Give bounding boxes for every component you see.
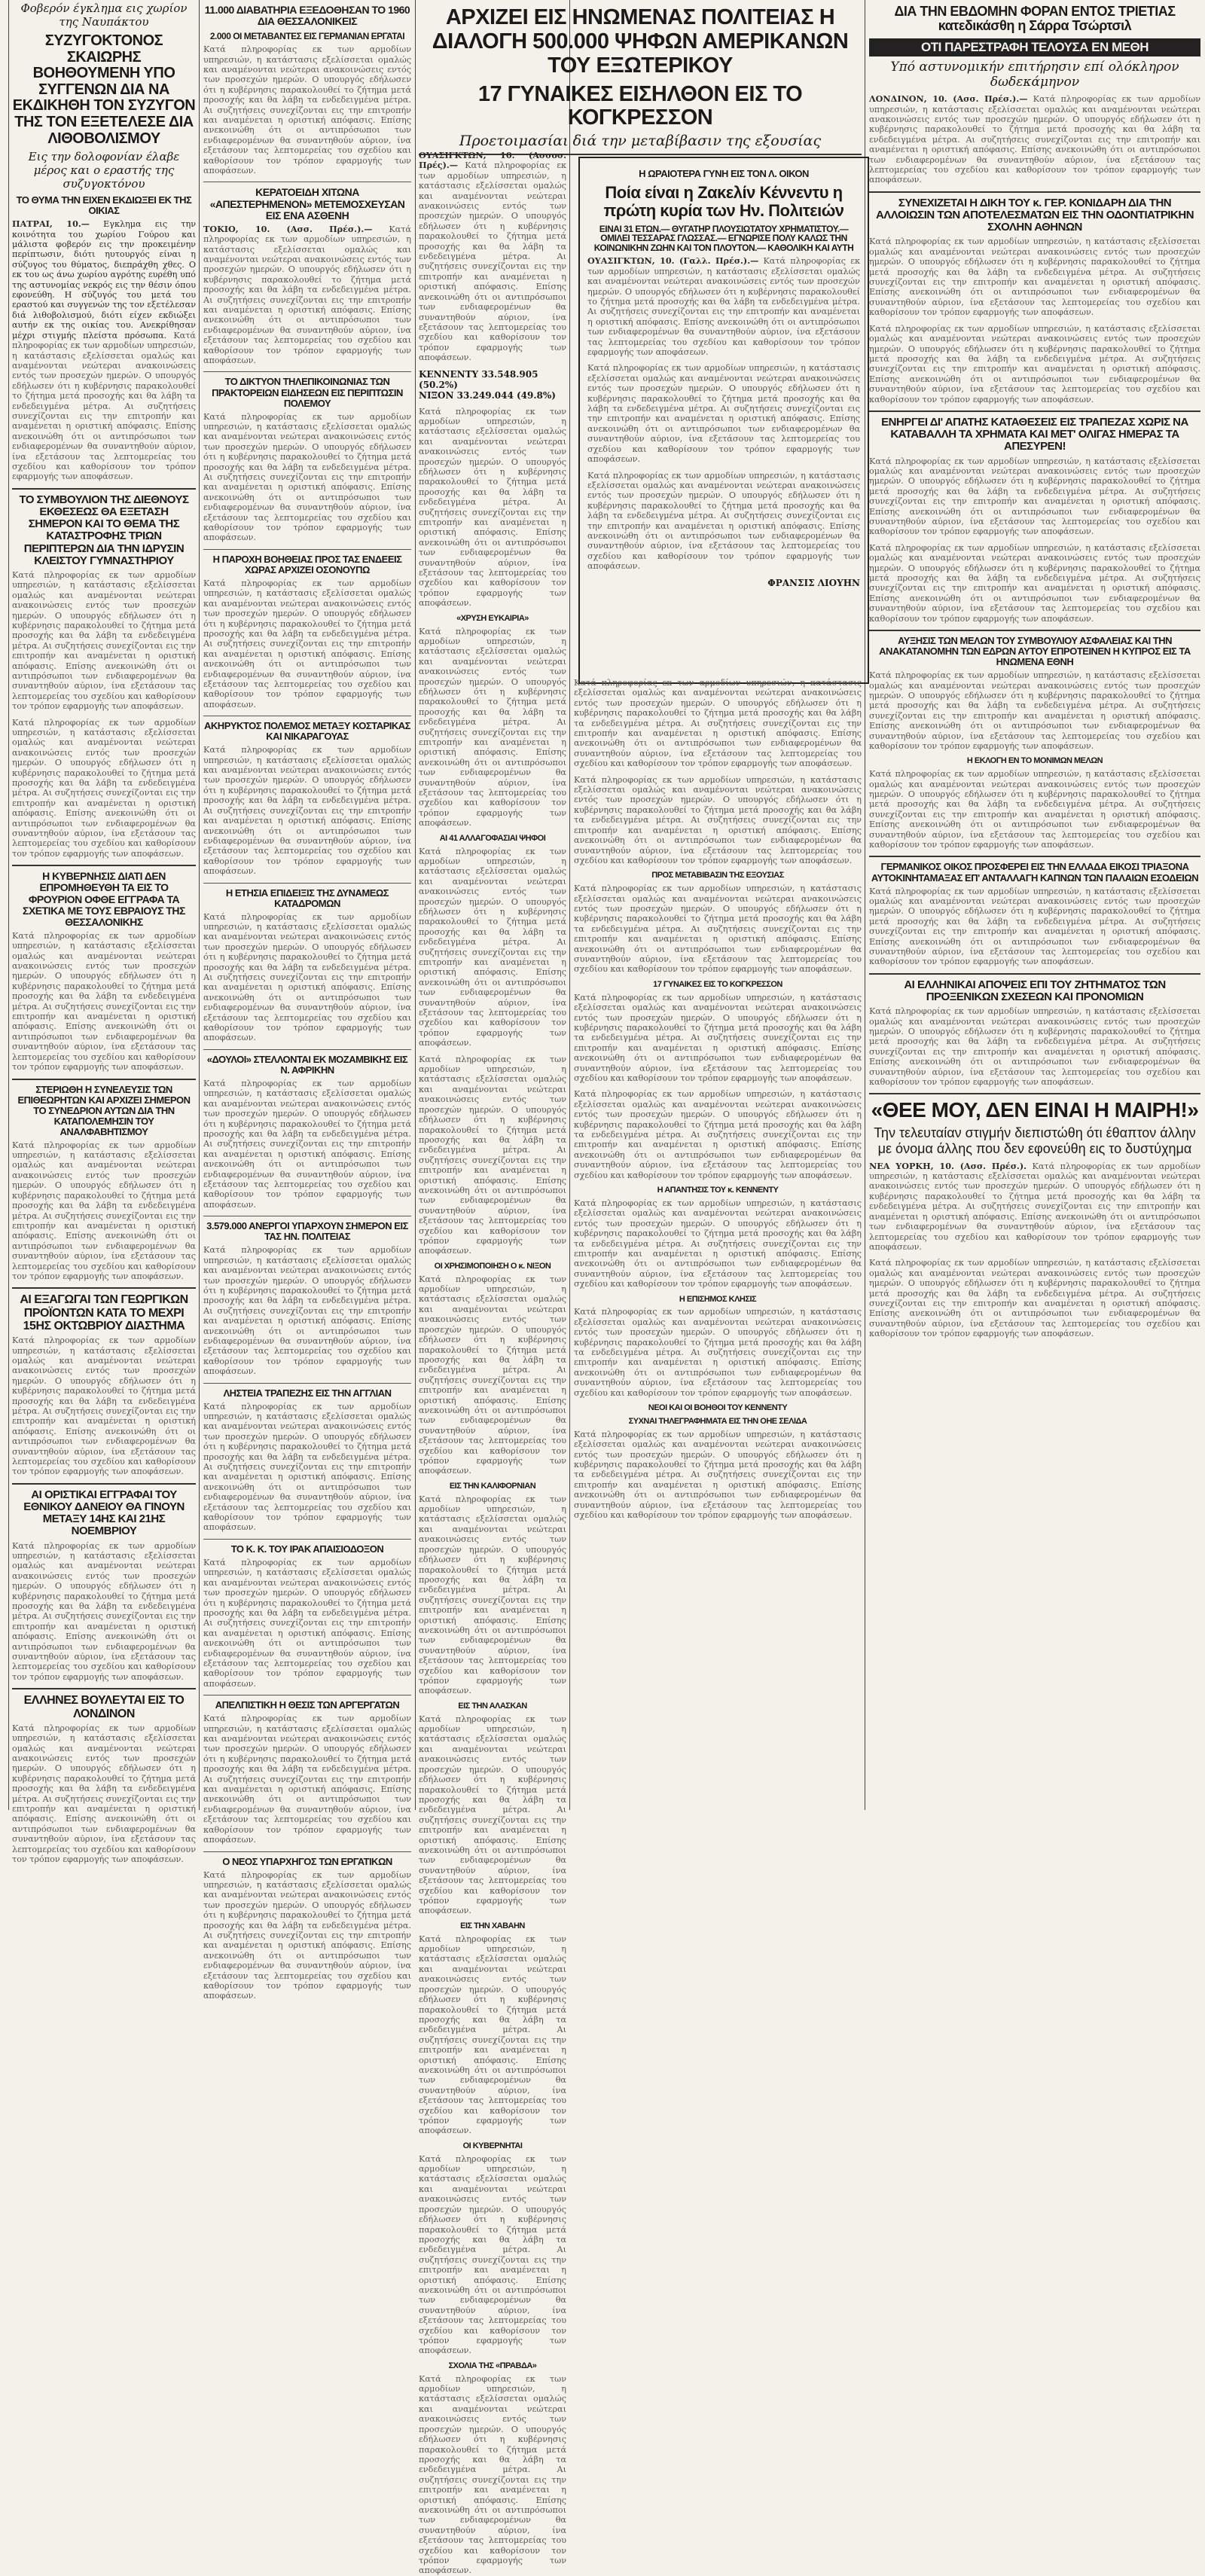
article-body: Κατά πληροφορίας εκ των αρμοδίων υπηρεσιών, η κατάστασις εξελίσσεται ομαλώς και αναμένονται νεώτεραι ανακοινώσεις εντός των προσεχών ημερών. Ο υπουργός εδήλωσεν ότι η κυβέρνησις παρακολουθεί το ζήτημα μετά προσοχής και θα λάβη τα ενδεδειγμένα μέτρα. Αι συζητήσεις συνεχίζονται εις την επιτροπήν και αναμένεται η οριστική απόφασις. Επίσης ανεκοινώθη ότι οι αντιπρόσωποι των ενδιαφερομένων θα συναντηθούν αύριον, ίνα εξετάσουν τας λεπτομερείας του σχεδίου και καθορίσουν τον τρόπον εφαρμογής των αποφάσεων. bbox=[12, 569, 196, 712]
section-heading: Η ΕΚΛΟΓΗ ΕΝ ΤΟ ΜΟΝΙΜΩΝ ΜΕΛΩΝ bbox=[966, 756, 1103, 766]
article-body: ΟΥΑΣΙΓΚΤΩΝ, 10. (Γαλλ. Πρέσ.).— Κατά πληροφορίας εκ των αρμοδίων υπηρεσιών, η κατάστασις εξελίσσεται ομαλώς και αναμένονται νεώτεραι ανακοινώσεις εντός των προσεχών ημερών. Ο υπουργός εδήλωσεν ότι η κυβέρνησις παρακολουθεί το ζήτημα μετά προσοχής και θα λάβη τα ενδεδειγμένα μέτρα. Αι συζητήσεις συνεχίζονται εις την επιτροπήν και αναμένεται η οριστική απόφασις. Επίσης ανεκοινώθη ότι οι αντιπρόσωποι των ενδιαφερομένων θα συναντηθούν αύριον, ίνα εξετάσουν τας λεπτομερείας του σχεδίου και καθορίσουν τον τρόπον εφαρμογής των αποφάσεων. bbox=[587, 255, 860, 358]
article-body: Κατά πληροφορίας εκ των αρμοδίων υπηρεσιών, η κατάστασις εξελίσσεται ομαλώς και αναμένονται νεώτεραι ανακοινώσεις εντός των προσεχών ημερών. Ο υπουργός εδήλωσεν ότι η κυβέρνησις παρακολουθεί το ζήτημα μετά προσοχής και θα λάβη τα ενδεδειγμένα μέτρα. Αι συζητήσεις συνεχίζονται εις την επιτροπήν και αναμένεται η οριστική απόφασις. Επίσης ανεκοινώθη ότι οι αντιπρόσωποι των ενδιαφερομένων θα συναντηθούν αύριον, ίνα εξετάσουν τας λεπτομερείας του σχεδίου και καθορίσουν τον τρόπον εφαρμογής των αποφάσεων. bbox=[587, 470, 860, 572]
headline: ΕΛΛΗΝΕΣ ΒΟΥΛΕΥΤΑΙ ΕΙΣ ΤΟ ΛΟΝΔΙΝΟΝ bbox=[23, 1694, 185, 1720]
section-heading: 17 ΓΥΝΑΙΚΕΣ ΕΙΣ ΤΟ ΚΟΓΚΡΕΣΣΟΝ bbox=[653, 979, 782, 989]
headline: ΓΕΡΜΑΝΙΚΟΣ ΟΙΚΟΣ ΠΡΟΣΦΕΡΕΙ ΕΙΣ ΤΗΝ ΕΛΛΑΔΑ ΕΙΚΟΣΙ ΤΡΙΑΞΟΝΑ ΑΥΤΟΚΙΝΗΤΑΜΑΞΑΣ ΕΠ' ΑΝΤΑΛΛΑΓΗ ΚΑΠΝΩΝ ΤΩΝ ΠΑΛΑΙΩΝ ΕΣΟΔΕΙΩΝ bbox=[871, 861, 1199, 884]
headline: 11.000 ΔΙΑΒΑΤΗΡΙΑ ΕΞΕΔΟΘΗΣΑΝ ΤΟ 1960 ΔΙΑ ΘΕΣΣΑΛΟΝΙΚΕΙΣ bbox=[204, 4, 410, 28]
headline: ΤΟ Κ. Κ. ΤΟΥ ΙΡΑΚ ΑΠΑΙΣΙΟΔΟΞΟΝ bbox=[230, 1543, 384, 1555]
main-headline-2: 17 ΓΥΝΑΙΚΕΣ ΕΙΣΗΛΘΟΝ ΕΙΣ ΤΟ ΚΟΓΚΡΕΣΣΟΝ bbox=[477, 81, 803, 130]
headline: «ΘΕΕ ΜΟΥ, ΔΕΝ ΕΙΝΑΙ Η ΜΑΙΡΗ!» bbox=[871, 1098, 1199, 1122]
article-body: Κατά πληροφορίας εκ των αρμοδίων υπηρεσιών, η κατάστασις εξελίσσεται ομαλώς και αναμένονται νεώτεραι ανακοινώσεις εντός των προσεχών ημερών. Ο υπουργός εδήλωσεν ότι η κυβέρνησις παρακολουθεί το ζήτημα μετά προσοχής και θα λάβη τα ενδεδειγμένα μέτρα. Αι συζητήσεις συνεχίζονται εις την επιτροπήν και αναμένεται η οριστική απόφασις. Επίσης ανεκοινώθη ότι οι αντιπρόσωποι των ενδιαφερομένων θα συναντηθούν αύριον, ίνα εξετάσουν τας λεπτομερείας του σχεδίου και καθορίσουν τον τρόπον εφαρμογής των αποφάσεων. bbox=[203, 1557, 411, 1689]
article-body: Κατά πληροφορίας εκ των αρμοδίων υπηρεσιών, η κατάστασις εξελίσσεται ομαλώς και αναμένονται νεώτεραι ανακοινώσεις εντός των προσεχών ημερών. Ο υπουργός εδήλωσεν ότι η κυβέρνησις παρακολουθεί το ζήτημα μετά προσοχής και θα λάβη τα ενδεδειγμένα μέτρα. Αι συζητήσεις συνεχίζονται εις την επιτροπήν και αναμένεται η οριστική απόφασις. Επίσης ανεκοινώθη ότι οι αντιπρόσωποι των ενδιαφερομένων θα συναντηθούν αύριον, ίνα εξετάσουν τας λεπτομερείας του σχεδίου και καθορίσουν τον τρόπον εφαρμογής των αποφάσεων. bbox=[419, 1494, 566, 1696]
main-subheadline: Προετοιμασίαι διά την μεταβίβασιν της εξουσίας bbox=[459, 133, 822, 150]
article-body: Κατά πληροφορίας εκ των αρμοδίων υπηρεσιών, η κατάστασις εξελίσσεται ομαλώς και αναμένονται νεώτεραι ανακοινώσεις εντός των προσεχών ημερών. Ο υπουργός εδήλωσεν ότι η κυβέρνησις παρακολουθεί το ζήτημα μετά προσοχής και θα λάβη τα ενδεδειγμένα μέτρα. Αι συζητήσεις συνεχίζονται εις την επιτροπήν και αναμένεται η οριστική απόφασις. Επίσης ανεκοινώθη ότι οι αντιπρόσωποι των ενδιαφερομένων θα συναντηθούν αύριον, ίνα εξετάσουν τας λεπτομερείας του σχεδίου και καθορίσουν τον τρόπον εφαρμογής των αποφάσεων. bbox=[203, 1245, 411, 1377]
headline: ΑΠΕΛΠΙΣΤΙΚΗ Η ΘΕΣΙΣ ΤΩΝ ΑΡΓΕΡΓΑΤΩΝ bbox=[215, 1699, 400, 1711]
article-body: Κατά πληροφορίας εκ των αρμοδίων υπηρεσιών, η κατάστασις εξελίσσεται ομαλώς και αναμένονται νεώτεραι ανακοινώσεις εντός των προσεχών ημερών. Ο υπουργός εδήλωσεν ότι η κυβέρνησις παρακολουθεί το ζήτημα μετά προσοχής και θα λάβη τα ενδεδειγμένα μέτρα. Αι συζητήσεις συνεχίζονται εις την επιτροπήν και αναμένεται η οριστική απόφασις. Επίσης ανεκοινώθη ότι οι αντιπρόσωποι των ενδιαφερομένων θα συναντηθούν αύριον, ίνα εξετάσουν τας λεπτομερείας του σχεδίου και καθορίσουν τον τρόπον εφαρμογής των αποφάσεων. bbox=[203, 1714, 411, 1845]
section-heading: «ΧΡΥΣΗ ΕΥΚΑΙΡΙΑ» bbox=[456, 613, 529, 623]
article-body: ΠΑΤΡΑΙ, 10.— Εγκλημα εις την κοινότητα του χωρίου Γούρου και μάλιστα φοβερόν εις την προκειμένην περίπτωσιν, διότι ηυτουργός είναι η σύζυγος του θύματος, διεπράχθη χθες. Ο εκ του ως άνω χωρίου αγρότης ευρέθη υπό της αστυνομίας νεκρός εις την θέσιν όπου εφονεύθη. Η σύζυγός του μετά του εραστού και συγγενών της τον εξετέλεσαν διά λιθοβολισμού, διότι είχεν εκδιώξει αυτήν εκ της οικίας του. Ανεκρίθησαν μέχρι στιγμής πλείστα πρόσωπα. Κατά πληροφορίας εκ των αρμοδίων υπηρεσιών, η κατάστασις εξελίσσεται ομαλώς και αναμένονται νεώτεραι ανακοινώσεις εντός των προσεχών ημερών. Ο υπουργός εδήλωσεν ότι η κυβέρνησις παρακολουθεί το ζήτημα μετά προσοχής και θα λάβη τα ενδεδειγμένα μέτρα. Αι συζητήσεις συνεχίζονται εις την επιτροπήν και αναμένεται η οριστική απόφασις. Επίσης ανεκοινώθη ότι οι αντιπρόσωποι των ενδιαφερομένων θα συναντηθούν αύριον, ίνα εξετάσουν τας λεπτομερείας του σχεδίου και καθορίσουν τον τρόπον εφαρμογής των αποφάσεων. bbox=[12, 218, 196, 482]
article-body: ΝΕΑ ΥΟΡΚΗ, 10. (Ασσ. Πρέσ.). Κατά πληροφορίας εκ των αρμοδίων υπηρεσιών, η κατάστασις εξελίσσεται ομαλώς και αναμένονται νεώτεραι ανακοινώσεις εντός των προσεχών ημερών. Ο υπουργός εδήλωσεν ότι η κυβέρνησις παρακολουθεί το ζήτημα μετά προσοχής και θα λάβη τα ενδεδειγμένα μέτρα. Αι συζητήσεις συνεχίζονται εις την επιτροπήν και αναμένεται η οριστική απόφασις. Επίσης ανεκοινώθη ότι οι αντιπρόσωποι των ενδιαφερομένων θα συναντηθούν αύριον, ίνα εξετάσουν τας λεπτομερείας του σχεδίου και καθορίσουν τον τρόπον εφαρμογής των αποφάσεων. bbox=[869, 1160, 1201, 1252]
section-heading: Η ΑΠΑΝΤΗΣΙΣ ΤΟΥ κ. ΚΕΝΝΕΝΤΥ bbox=[657, 1186, 779, 1195]
section-heading: ΝΕΟΙ ΚΑΙ ΟΙ ΒΟΗΘΟΙ ΤΟΥ ΚΕΝΝΕΝΤΥ bbox=[648, 1403, 788, 1413]
headline: Η ΕΤΗΣΙΑ ΕΠΙΔΕΙΞΙΣ ΤΗΣ ΔΥΝΑΜΕΩΣ ΚΑΤΑΔΡΟΜΩΝ bbox=[225, 887, 389, 909]
article-body: Κατά πληροφορίας εκ των αρμοδίων υπηρεσιών, η κατάστασις εξελίσσεται ομαλώς και αναμένονται νεώτεραι ανακοινώσεις εντός των προσεχών ημερών. Ο υπουργός εδήλωσεν ότι η κυβέρνησις παρακολουθεί το ζήτημα μετά προσοχής και θα λάβη τα ενδεδειγμένα μέτρα. Αι συζητήσεις συνεχίζονται εις την επιτροπήν και αναμένεται η οριστική απόφασις. Επίσης ανεκοινώθη ότι οι αντιπρόσωποι των ενδιαφερομένων θα συναντηθούν αύριον, ίνα εξετάσουν τας λεπτομερείας του σχεδίου και καθορίσουν τον τρόπον εφαρμογής των αποφάσεων. bbox=[203, 44, 411, 176]
article-body: Κατά πληροφορίας εκ των αρμοδίων υπηρεσιών, η κατάστασις εξελίσσεται ομαλώς και αναμένονται νεώτεραι ανακοινώσεις εντός των προσεχών ημερών. Ο υπουργός εδήλωσεν ότι η κυβέρνησις παρακολουθεί το ζήτημα μετά προσοχής και θα λάβη τα ενδεδειγμένα μέτρα. Αι συζητήσεις συνεχίζονται εις την επιτροπήν και αναμένεται η οριστική απόφασις. Επίσης ανεκοινώθη ότι οι αντιπρόσωποι των ενδιαφερομένων θα συναντηθούν αύριον, ίνα εξετάσουν τας λεπτομερείας του σχεδίου και καθορίσουν τον τρόπον εφαρμογής των αποφάσεων. bbox=[869, 456, 1200, 537]
article-body: Κατά πληροφορίας εκ των αρμοδίων υπηρεσιών, η κατάστασις εξελίσσεται ομαλώς και αναμένονται νεώτεραι ανακοινώσεις εντός των προσεχών ημερών. Ο υπουργός εδήλωσεν ότι η κυβέρνησις παρακολουθεί το ζήτημα μετά προσοχής και θα λάβη τα ενδεδειγμένα μέτρα. Αι συζητήσεις συνεχίζονται εις την επιτροπήν και αναμένεται η οριστική απόφασις. Επίσης ανεκοινώθη ότι οι αντιπρόσωποι των ενδιαφερομένων θα συναντηθούν αύριον, ίνα εξετάσουν τας λεπτομερείας του σχεδίου και καθορίσουν τον τρόπον εφαρμογής των αποφάσεων. bbox=[203, 411, 411, 543]
article-body: Κατά πληροφορίας εκ των αρμοδίων υπηρεσιών, η κατάστασις εξελίσσεται ομαλώς και αναμένονται νεώτεραι ανακοινώσεις εντός των προσεχών ημερών. Ο υπουργός εδήλωσεν ότι η κυβέρνησις παρακολουθεί το ζήτημα μετά προσοχής και θα λάβη τα ενδεδειγμένα μέτρα. Αι συζητήσεις συνεχίζονται εις την επιτροπήν και αναμένεται η οριστική απόφασις. Επίσης ανεκοινώθη ότι οι αντιπρόσωποι των ενδιαφερομένων θα συναντηθούν αύριον, ίνα εξετάσουν τας λεπτομερείας του σχεδίου και καθορίσουν τον τρόπον εφαρμογής των αποφάσεων. bbox=[574, 884, 862, 975]
column-4 bbox=[574, 678, 862, 1810]
section-heading: ΟΙ ΚΥΒΕΡΝΗΤΑΙ bbox=[462, 2141, 523, 2150]
section-heading: ΣΥΧΝΑΙ ΤΗΛΕΓΡΑΦΗΜΑΤΑ ΕΙΣ ΤΗΝ ΟΗΕ ΣΕΛΙΔΑ bbox=[628, 1416, 807, 1426]
author-byline: ΦΡΑΝΣΙΣ ΛΙΟΥΗΝ bbox=[767, 577, 860, 588]
headline: ΕΝΗΡΓΕΙ ΔΙ' ΑΠΑΤΗΣ ΚΑΤΑΘΕΣΕΙΣ ΕΙΣ ΤΡΑΠΕΖΑΣ ΧΩΡΙΣ ΝΑ ΚΑΤΑΒΑΛΛΗ ΤΑ ΧΡΗΜΑΤΑ ΚΑΙ ΜΕΤ' ΟΛΙΓΑΣ ΗΜΕΡΑΣ ΤΑ ΑΠΕΣΥΡΕΝ! bbox=[881, 415, 1188, 453]
section-heading: ΕΙΣ ΤΗΝ ΑΛΑΣΚΑΝ bbox=[458, 1701, 527, 1711]
article-body: Κατά πληροφορίας εκ των αρμοδίων υπηρεσιών, η κατάστασις εξελίσσεται ομαλώς και αναμένονται νεώτεραι ανακοινώσεις εντός των προσεχών ημερών. Ο υπουργός εδήλωσεν ότι η κυβέρνησις παρακολουθεί το ζήτημα μετά προσοχής και θα λάβη τα ενδεδειγμένα μέτρα. Αι συζητήσεις συνεχίζονται εις την επιτροπήν και αναμένεται η οριστική απόφασις. Επίσης ανεκοινώθη ότι οι αντιπρόσωποι των ενδιαφερομένων θα συναντηθούν αύριον, ίνα εξετάσουν τας λεπτομερείας του σχεδίου και καθορίσουν τον τρόπον εφαρμογής των αποφάσεων. bbox=[574, 1429, 862, 1521]
article-body: Κατά πληροφορίας εκ των αρμοδίων υπηρεσιών, η κατάστασις εξελίσσεται ομαλώς και αναμένονται νεώτεραι ανακοινώσεις εντός των προσεχών ημερών. Ο υπουργός εδήλωσεν ότι η κυβέρνησις παρακολουθεί το ζήτημα μετά προσοχής και θα λάβη τα ενδεδειγμένα μέτρα. Αι συζητήσεις συνεχίζονται εις την επιτροπήν και αναμένεται η οριστική απόφασις. Επίσης ανεκοινώθη ότι οι αντιπρόσωποι των ενδιαφερομένων θα συναντηθούν αύριον, ίνα εξετάσουν τας λεπτομερείας του σχεδίου και καθορίσουν τον τρόπον εφαρμογής των αποφάσεων. bbox=[419, 1274, 566, 1476]
section-heading: ΠΡΟΣ ΜΕΤΑΒΙΒΑΣΙΝ ΤΗΣ ΕΞΟΥΣΙΑΣ bbox=[651, 871, 784, 881]
subheadline: Την τελευταίαν στιγμήν διεπιστώθη ότι έθαπτον άλλην με όνομα άλλης που δεν εφονεύθη εις το δυστύχημα bbox=[874, 1125, 1196, 1156]
article-body: Κατά πληροφορίας εκ των αρμοδίων υπηρεσιών, η κατάστασις εξελίσσεται ομαλώς και αναμένονται νεώτεραι ανακοινώσεις εντός των προσεχών ημερών. Ο υπουργός εδήλωσεν ότι η κυβέρνησις παρακολουθεί το ζήτημα μετά προσοχής και θα λάβη τα ενδεδειγμένα μέτρα. Αι συζητήσεις συνεχίζονται εις την επιτροπήν και αναμένεται η οριστική απόφασις. Επίσης ανεκοινώθη ότι οι αντιπρόσωποι των ενδιαφερομένων θα συναντηθούν αύριον, ίνα εξετάσουν τας λεπτομερείας του σχεδίου και καθορίσουν τον τρόπον εφαρμογής των αποφάσεων. bbox=[419, 2373, 566, 2576]
article-body: Κατά πληροφορίας εκ των αρμοδίων υπηρεσιών, η κατάστασις εξελίσσεται ομαλώς και αναμένονται νεώτεραι ανακοινώσεις εντός των προσεχών ημερών. Ο υπουργός εδήλωσεν ότι η κυβέρνησις παρακολουθεί το ζήτημα μετά προσοχής και θα λάβη τα ενδεδειγμένα μέτρα. Αι συζητήσεις συνεχίζονται εις την επιτροπήν και αναμένεται η οριστική απόφασις. Επίσης ανεκοινώθη ότι οι αντιπρόσωποι των ενδιαφερομένων θα συναντηθούν αύριον, ίνα εξετάσουν τας λεπτομερείας του σχεδίου και καθορίσουν τον τρόπον εφαρμογής των αποφάσεων. bbox=[419, 626, 566, 829]
box-kicker: Η ΩΡΑΙΟΤΕΡΑ ΓΥΝΗ ΕΙΣ ΤΟΝ Λ. ΟΙΚΟΝ bbox=[639, 168, 809, 179]
article-body: Κατά πληροφορίας εκ των αρμοδίων υπηρεσιών, η κατάστασις εξελίσσεται ομαλώς και αναμένονται νεώτεραι ανακοινώσεις εντός των προσεχών ημερών. Ο υπουργός εδήλωσεν ότι η κυβέρνησις παρακολουθεί το ζήτημα μετά προσοχής και θα λάβη τα ενδεδειγμένα μέτρα. Αι συζητήσεις συνεχίζονται εις την επιτροπήν και αναμένεται η οριστική απόφασις. Επίσης ανεκοινώθη ότι οι αντιπρόσωποι των ενδιαφερομένων θα συναντηθούν αύριον, ίνα εξετάσουν τας λεπτομερείας του σχεδίου και καθορίσουν τον τρόπον εφαρμογής των αποφάσεων. bbox=[869, 1006, 1200, 1088]
column-rule bbox=[415, 0, 416, 1810]
headline: «ΔΟΥΛΟΙ» ΣΤΕΛΛΟΝΤΑΙ ΕΚ ΜΟΖΑΜΒΙΚΗΣ ΕΙΣ Ν. ΑΦΡΙΚΗΝ bbox=[206, 1053, 408, 1076]
jacqueline-kennedy-box bbox=[578, 157, 869, 684]
subheadline: Εις την δολοφονίαν έλαβε μέρος και ο εραστής της συζυγοκτόνου bbox=[28, 150, 180, 191]
article-body: ΛΟΝΔΙΝΟΝ, 10. (Ασσ. Πρέσ.).— Κατά πληροφορίας εκ των αρμοδίων υπηρεσιών, η κατάστασις εξελίσσεται ομαλώς και αναμένονται νεώτεραι ανακοινώσεις εντός των προσεχών ημερών. Ο υπουργός εδήλωσεν ότι η κυβέρνησις παρακολουθεί το ζήτημα μετά προσοχής και θα λάβη τα ενδεδειγμένα μέτρα. Αι συζητήσεις συνεχίζονται εις την επιτροπήν και αναμένεται η οριστική απόφασις. Επίσης ανεκοινώθη ότι οι αντιπρόσωποι των ενδιαφερομένων θα συναντηθούν αύριον, ίνα εξετάσουν τας λεπτομερείας του σχεδίου και καθορίσουν τον τρόπον εφαρμογής των αποφάσεων. bbox=[869, 93, 1200, 185]
article-body: Κατά πληροφορίας εκ των αρμοδίων υπηρεσιών, η κατάστασις εξελίσσεται ομαλώς και αναμένονται νεώτεραι ανακοινώσεις εντός των προσεχών ημερών. Ο υπουργός εδήλωσεν ότι η κυβέρνησις παρακολουθεί το ζήτημα μετά προσοχής και θα λάβη τα ενδεδειγμένα μέτρα. Αι συζητήσεις συνεχίζονται εις την επιτροπήν και αναμένεται η οριστική απόφασις. Επίσης ανεκοινώθη ότι οι αντιπρόσωποι των ενδιαφερομένων θα συναντηθούν αύριον, ίνα εξετάσουν τας λεπτομερείας του σχεδίου και καθορίσουν τον τρόπον εφαρμογής των αποφάσεων. bbox=[869, 886, 1200, 967]
article-body: Κατά πληροφορίας εκ των αρμοδίων υπηρεσιών, η κατάστασις εξελίσσεται ομαλώς και αναμένονται νεώτεραι ανακοινώσεις εντός των προσεχών ημερών. Ο υπουργός εδήλωσεν ότι η κυβέρνησις παρακολουθεί το ζήτημα μετά προσοχής και θα λάβη τα ενδεδειγμένα μέτρα. Αι συζητήσεις συνεχίζονται εις την επιτροπήν και αναμένεται η οριστική απόφασις. Επίσης ανεκοινώθη ότι οι αντιπρόσωποι των ενδιαφερομένων θα συναντηθούν αύριον, ίνα εξετάσουν τας λεπτομερείας του σχεδίου και καθορίσουν τον τρόπον εφαρμογής των αποφάσεων. bbox=[203, 911, 411, 1043]
column-2 bbox=[203, 0, 411, 2001]
headline: ΣΥΖΥΓΟΚΤΟΝΟΣ ΣΚΑΙΩΡΗΣ ΒΟΗΘΟΥΜΕΝΗ ΥΠΟ ΣΥΓΓΕΝΩΝ ΔΙΑ ΝΑ ΕΚΔΙΚΗΘΗ ΤΟΝ ΣΥΖΥΓΟΝ ΤΗΣ ΤΟΝ ΕΞΕΤΕΛΕΣΕ ΔΙΑ ΛΙΘΟΒΟΛΙΣΜΟΥ bbox=[12, 32, 196, 147]
article-body: Κατά πληροφορίας εκ των αρμοδίων υπηρεσιών, η κατάστασις εξελίσσεται ομαλώς και αναμένονται νεώτεραι ανακοινώσεις εντός των προσεχών ημερών. Ο υπουργός εδήλωσεν ότι η κυβέρνησις παρακολουθεί το ζήτημα μετά προσοχής και θα λάβη τα ενδεδειγμένα μέτρα. Αι συζητήσεις συνεχίζονται εις την επιτροπήν και αναμένεται η οριστική απόφασις. Επίσης ανεκοινώθη ότι οι αντιπρόσωποι των ενδιαφερομένων θα συναντηθούν αύριον, ίνα εξετάσουν τας λεπτομερείας του σχεδίου και καθορίσουν τον τρόπον εφαρμογής των αποφάσεων. bbox=[419, 406, 566, 609]
article-body: Κατά πληροφορίας εκ των αρμοδίων υπηρεσιών, η κατάστασις εξελίσσεται ομαλώς και αναμένονται νεώτεραι ανακοινώσεις εντός των προσεχών ημερών. Ο υπουργός εδήλωσεν ότι η κυβέρνησις παρακολουθεί το ζήτημα μετά προσοχής και θα λάβη τα ενδεδειγμένα μέτρα. Αι συζητήσεις συνεχίζονται εις την επιτροπήν και αναμένεται η οριστική απόφασις. Επίσης ανεκοινώθη ότι οι αντιπρόσωποι των ενδιαφερομένων θα συναντηθούν αύριον, ίνα εξετάσουν τας λεπτομερείας του σχεδίου και καθορίσουν τον τρόπον εφαρμογής των αποφάσεων. bbox=[869, 542, 1200, 624]
subheadline: ΤΟ ΘΥΜΑ ΤΗΝ ΕΙΧΕΝ ΕΚΔΙΩΞΕΙ ΕΚ ΤΗΣ ΟΙΚΙΑΣ bbox=[16, 194, 192, 217]
article-body: ΤΟΚΙΟ, 10. (Ασσ. Πρέσ.).— Κατά πληροφορίας εκ των αρμοδίων υπηρεσιών, η κατάστασις εξελίσσεται ομαλώς και αναμένονται νεώτεραι ανακοινώσεις εντός των προσεχών ημερών. Ο υπουργός εδήλωσεν ότι η κυβέρνησις παρακολουθεί το ζήτημα μετά προσοχής και θα λάβη τα ενδεδειγμένα μέτρα. Αι συζητήσεις συνεχίζονται εις την επιτροπήν και αναμένεται η οριστική απόφασις. Επίσης ανεκοινώθη ότι οι αντιπρόσωποι των ενδιαφερομένων θα συναντηθούν αύριον, ίνα εξετάσουν τας λεπτομερείας του σχεδίου και καθορίσουν τον τρόπον εφαρμογής των αποφάσεων. bbox=[203, 223, 411, 366]
headline: Η ΚΥΒΕΡΝΗΣΙΣ ΔΙΑΤΙ ΔΕΝ ΕΠΡΟΜΗΘΕΥΘΗ ΤΑ ΕΙΣ ΤΟ ΦΡΟΥΡΙΟΝ ΟΦΘΕ ΕΓΓΡΑΦΑ ΤΑ ΣΧΕΤΙΚΑ ΜΕ ΤΟΥΣ ΕΒΡΑΙΟΥΣ ΤΗΣ ΘΕΣΣΑΛΟΝΙΚΗΣ bbox=[23, 870, 185, 928]
article-body: Κατά πληροφορίας εκ των αρμοδίων υπηρεσιών, η κατάστασις εξελίσσεται ομαλώς και αναμένονται νεώτεραι ανακοινώσεις εντός των προσεχών ημερών. Ο υπουργός εδήλωσεν ότι η κυβέρνησις παρακολουθεί το ζήτημα μετά προσοχής και θα λάβη τα ενδεδειγμένα μέτρα. Αι συζητήσεις συνεχίζονται εις την επιτροπήν και αναμένεται η οριστική απόφασις. Επίσης ανεκοινώθη ότι οι αντιπρόσωποι των ενδιαφερομένων θα συναντηθούν αύριον, ίνα εξετάσουν τας λεπτομερείας του σχεδίου και καθορίσουν τον τρόπον εφαρμογής των αποφάσεων. bbox=[869, 237, 1200, 318]
subheadline: 2.000 ΟΙ ΜΕΤΑΒΑΝΤΕΣ ΕΙΣ ΓΕΡΜΑΝΙΑΝ ΕΡΓΑΤΑΙ bbox=[209, 31, 405, 42]
article-body: Κατά πληροφορίας εκ των αρμοδίων υπηρεσιών, η κατάστασις εξελίσσεται ομαλώς και αναμένονται νεώτεραι ανακοινώσεις εντός των προσεχών ημερών. Ο υπουργός εδήλωσεν ότι η κυβέρνησις παρακολουθεί το ζήτημα μετά προσοχής και θα λάβη τα ενδεδειγμένα μέτρα. Αι συζητήσεις συνεχίζονται εις την επιτροπήν και αναμένεται η οριστική απόφασις. Επίσης ανεκοινώθη ότι οι αντιπρόσωποι των ενδιαφερομένων θα συναντηθούν αύριον, ίνα εξετάσουν τας λεπτομερείας του σχεδίου και καθορίσουν τον τρόπον εφαρμογής των αποφάσεων. bbox=[203, 1869, 411, 2001]
column-3 bbox=[419, 150, 566, 2576]
headline: ΚΕΡΑΤΟΕΙΔΗ ΧΙΤΩΝΑ «ΑΠΕΣΤΕΡΗΜΕΝΟΝ» ΜΕΤΕΜΟΣΧΕΥΣΑΝ ΕΙΣ ΕΝΑ ΑΣΘΕΝΗ bbox=[209, 186, 405, 221]
section-heading: ΟΙ ΧΡΗΣΙΜΟΠΟΙΗΣΗ Ο κ. ΝΙΞΟΝ bbox=[434, 1261, 551, 1271]
headline: ΑΚΗΡΥΚΤΟΣ ΠΟΛΕΜΟΣ ΜΕΤΑΞΥ ΚΟΣΤΑΡΙΚΑΣ ΚΑΙ ΝΙΚΑΡΑΓΟΥΑΣ bbox=[204, 720, 410, 743]
section-heading: ΕΙΣ ΤΗΝ ΚΑΛΙΦΟΡΝΙΑΝ bbox=[449, 1481, 536, 1491]
article-body: Κατά πληροφορίας εκ των αρμοδίων υπηρεσιών, η κατάστασις εξελίσσεται ομαλώς και αναμένονται νεώτεραι ανακοινώσεις εντός των προσεχών ημερών. Ο υπουργός εδήλωσεν ότι η κυβέρνησις παρακολουθεί το ζήτημα μετά προσοχής και θα λάβη τα ενδεδειγμένα μέτρα. Αι συζητήσεις συνεχίζονται εις την επιτροπήν και αναμένεται η οριστική απόφασις. Επίσης ανεκοινώθη ότι οι αντιπρόσωποι των ενδιαφερομένων θα συναντηθούν αύριον, ίνα εξετάσουν τας λεπτομερείας του σχεδίου και καθορίσουν τον τρόπον εφαρμογής των αποφάσεων. bbox=[12, 930, 196, 1073]
section-heading: ΕΙΣ ΤΗΝ ΧΑΒΑΗΝ bbox=[460, 1921, 525, 1930]
column-1 bbox=[12, 0, 196, 1865]
article-body: Κατά πληροφορίας εκ των αρμοδίων υπηρεσιών, η κατάστασις εξελίσσεται ομαλώς και αναμένονται νεώτεραι ανακοινώσεις εντός των προσεχών ημερών. Ο υπουργός εδήλωσεν ότι η κυβέρνησις παρακολουθεί το ζήτημα μετά προσοχής και θα λάβη τα ενδεδειγμένα μέτρα. Αι συζητήσεις συνεχίζονται εις την επιτροπήν και αναμένεται η οριστική απόφασις. Επίσης ανεκοινώθη ότι οι αντιπρόσωποι των ενδιαφερομένων θα συναντηθούν αύριον, ίνα εξετάσουν τας λεπτομερείας του σχεδίου και καθορίσουν τον τρόπον εφαρμογής των αποφάσεων. bbox=[12, 717, 196, 859]
column-rule bbox=[8, 0, 9, 1810]
headline: Η ΠΑΡΟΧΗ ΒΟΗΘΕΙΑΣ ΠΡΟΣ ΤΑΣ ΕΝΔΕΕΙΣ ΧΩΡΑΣ ΑΡΧΙΖΕΙ ΟΣΟΝΟΥΠΩ bbox=[212, 553, 402, 575]
article-body: Κατά πληροφορίας εκ των αρμοδίων υπηρεσιών, η κατάστασις εξελίσσεται ομαλώς και αναμένονται νεώτεραι ανακοινώσεις εντός των προσεχών ημερών. Ο υπουργός εδήλωσεν ότι η κυβέρνησις παρακολουθεί το ζήτημα μετά προσοχής και θα λάβη τα ενδεδειγμένα μέτρα. Αι συζητήσεις συνεχίζονται εις την επιτροπήν και αναμένεται η οριστική απόφασις. Επίσης ανεκοινώθη ότι οι αντιπρόσωποι των ενδιαφερομένων θα συναντηθούν αύριον, ίνα εξετάσουν τας λεπτομερείας του σχεδίου και καθορίσουν τον τρόπον εφαρμογής των αποφάσεων. bbox=[12, 1335, 196, 1477]
article-body: Κατά πληροφορίας εκ των αρμοδίων υπηρεσιών, η κατάστασις εξελίσσεται ομαλώς και αναμένονται νεώτεραι ανακοινώσεις εντός των προσεχών ημερών. Ο υπουργός εδήλωσεν ότι η κυβέρνησις παρακολουθεί το ζήτημα μετά προσοχής και θα λάβη τα ενδεδειγμένα μέτρα. Αι συζητήσεις συνεχίζονται εις την επιτροπήν και αναμένεται η οριστική απόφασις. Επίσης ανεκοινώθη ότι οι αντιπρόσωποι των ενδιαφερομένων θα συναντηθούν αύριον, ίνα εξετάσουν τας λεπτομερείας του σχεδίου και καθορίσουν τον τρόπον εφαρμογής των αποφάσεων. bbox=[869, 1258, 1200, 1339]
headline: 3.579.000 ΑΝΕΡΓΟΙ ΥΠΑΡΧΟΥΝ ΣΗΜΕΡΟΝ ΕΙΣ ΤΑΣ ΗΝ. ΠΟΛΙΤΕΙΑΣ bbox=[206, 1220, 408, 1243]
article-body: Κατά πληροφορίας εκ των αρμοδίων υπηρεσιών, η κατάστασις εξελίσσεται ομαλώς και αναμένονται νεώτεραι ανακοινώσεις εντός των προσεχών ημερών. Ο υπουργός εδήλωσεν ότι η κυβέρνησις παρακολουθεί το ζήτημα μετά προσοχής και θα λάβη τα ενδεδειγμένα μέτρα. Αι συζητήσεις συνεχίζονται εις την επιτροπήν και αναμένεται η οριστική απόφασις. Επίσης ανεκοινώθη ότι οι αντιπρόσωποι των ενδιαφερομένων θα συναντηθούν αύριον, ίνα εξετάσουν τας λεπτομερείας του σχεδίου και καθορίσουν τον τρόπον εφαρμογής των αποφάσεων. bbox=[203, 1401, 411, 1533]
section-heading: ΣΧΟΛΙΑ ΤΗΣ «ΠΡΑΒΔΑ» bbox=[448, 2361, 537, 2370]
headline: ΔΙΑ ΤΗΝ ΕΒΔΟΜΗΝ ΦΟΡΑΝ ΕΝΤΟΣ ΤΡΙΕΤΙΑΣ κατεδικάσθη η Σάρρα Τσώρτσιλ bbox=[894, 4, 1176, 34]
article-body: Κατά πληροφορίας εκ των αρμοδίων υπηρεσιών, η κατάστασις εξελίσσεται ομαλώς και αναμένονται νεώτεραι ανακοινώσεις εντός των προσεχών ημερών. Ο υπουργός εδήλωσεν ότι η κυβέρνησις παρακολουθεί το ζήτημα μετά προσοχής και θα λάβη τα ενδεδειγμένα μέτρα. Αι συζητήσεις συνεχίζονται εις την επιτροπήν και αναμένεται η οριστική απόφασις. Επίσης ανεκοινώθη ότι οι αντιπρόσωποι των ενδιαφερομένων θα συναντηθούν αύριον, ίνα εξετάσουν τας λεπτομερείας του σχεδίου και καθορίσουν τον τρόπον εφαρμογής των αποφάσεων. bbox=[869, 670, 1200, 751]
headline: ΑΥΞΗΣΙΣ ΤΩΝ ΜΕΛΩΝ ΤΟΥ ΣΥΜΒΟΥΛΙΟΥ ΑΣΦΑΛΕΙΑΣ ΚΑΙ ΤΗΝ ΑΝΑΚΑΤΑΝΟΜΗΝ ΤΩΝ ΕΔΡΩΝ ΑΥΤΟΥ ΕΠΡΟΤΕΙΝΕΝ Η ΚΥΠΡΟΣ ΕΙΣ ΤΑ ΗΝΩΜΕΝΑ ΕΘΝΗ bbox=[879, 635, 1191, 668]
headline: ΑΙ ΕΛΛΗΝΙΚΑΙ ΑΠΟΨΕΙΣ ΕΠΙ ΤΟΥ ΖΗΤΗΜΑΤΟΣ ΤΩΝ ΠΡΟΞΕΝΙΚΩΝ ΣΧΕΣΕΩΝ ΚΑΙ ΠΡΟΝΟΜΙΩΝ bbox=[904, 978, 1166, 1003]
article-body: Κατά πληροφορίας εκ των αρμοδίων υπηρεσιών, η κατάστασις εξελίσσεται ομαλώς και αναμένονται νεώτεραι ανακοινώσεις εντός των προσεχών ημερών. Ο υπουργός εδήλωσεν ότι η κυβέρνησις παρακολουθεί το ζήτημα μετά προσοχής και θα λάβη τα ενδεδειγμένα μέτρα. Αι συζητήσεις συνεχίζονται εις την επιτροπήν και αναμένεται η οριστική απόφασις. Επίσης ανεκοινώθη ότι οι αντιπρόσωποι των ενδιαφερομένων θα συναντηθούν αύριον, ίνα εξετάσουν τας λεπτομερείας του σχεδίου και καθορίσουν τον τρόπον εφαρμογής των αποφάσεων. bbox=[574, 1307, 862, 1398]
box-title: Ποία είναι η Ζακελίν Κέννεντυ η πρώτη κυρία των Ην. Πολιτειών bbox=[603, 183, 844, 220]
headline: ΤΟ ΣΥΜΒΟΥΛΙΟΝ ΤΗΣ ΔΙΕΘΝΟΥΣ ΕΚΘΕΣΕΩΣ ΘΑ ΕΞΕΤΑΣΗ ΣΗΜΕΡΟΝ ΚΑΙ ΤΟ ΘΕΜΑ ΤΗΣ ΚΑΤΑΣΤΡΟΦΗΣ ΤΡΙΩΝ ΠΕΡΙΠΤΕΡΩΝ ΔΙΑ ΤΗΝ ΙΔΡΥΣΙΝ ΚΛΕΙΣΤΟΥ ΓΥΜΝΑΣΤΗΡΙΟΥ bbox=[19, 493, 189, 567]
article-body: ΟΥΑΣΙΓΚΤΩΝ, 10. (Ασσοσ. Πρές).— Κατά πληροφορίας εκ των αρμοδίων υπηρεσιών, η κατάστασις εξελίσσεται ομαλώς και αναμένονται νεώτεραι ανακοινώσεις εντός των προσεχών ημερών. Ο υπουργός εδήλωσεν ότι η κυβέρνησις παρακολουθεί το ζήτημα μετά προσοχής και θα λάβη τα ενδεδειγμένα μέτρα. Αι συζητήσεις συνεχίζονται εις την επιτροπήν και αναμένεται η οριστική απόφασις. Επίσης ανεκοινώθη ότι οι αντιπρόσωποι των ενδιαφερομένων θα συναντηθούν αύριον, ίνα εξετάσουν τας λεπτομερείας του σχεδίου και καθορίσουν τον τρόπον εφαρμογής των αποφάσεων. bbox=[419, 150, 566, 363]
headline: ΛΗΣΤΕΙΑ ΤΡΑΠΕΖΗΣ ΕΙΣ ΤΗΝ ΑΓΓΛΙΑΝ bbox=[223, 1387, 392, 1399]
kicker: Φοβερόν έγκλημα εις χωρίον της Ναυπάκτου bbox=[20, 2, 188, 29]
column-5 bbox=[869, 0, 1200, 1810]
article-body: Κατά πληροφορίας εκ των αρμοδίων υπηρεσιών, η κατάστασις εξελίσσεται ομαλώς και αναμένονται νεώτεραι ανακοινώσεις εντός των προσεχών ημερών. Ο υπουργός εδήλωσεν ότι η κυβέρνησις παρακολουθεί το ζήτημα μετά προσοχής και θα λάβη τα ενδεδειγμένα μέτρα. Αι συζητήσεις συνεχίζονται εις την επιτροπήν και αναμένεται η οριστική απόφασις. Επίσης ανεκοινώθη ότι οι αντιπρόσωποι των ενδιαφερομένων θα συναντηθούν αύριον, ίνα εξετάσουν τας λεπτομερείας του σχεδίου και καθορίσουν τον τρόπον εφαρμογής των αποφάσεων. bbox=[12, 1540, 196, 1682]
headline: ΣΤΕΡΙΩΘΗ Η ΣΥΝΕΛΕΥΣΙΣ ΤΩΝ ΕΠΙΘΕΩΡΗΤΩΝ ΚΑΙ ΑΡΧΙΖΕΙ ΣΗΜΕΡΟΝ ΤΟ ΣΥΝΕΔΡΙΟΝ ΑΥΤΩΝ ΔΙΑ ΤΗΝ ΚΑΤΑΠΟΛΕΜΗΣΙΝ ΤΟΥ ΑΝΑΛΦΑΒΗΤΙΣΜΟΥ bbox=[17, 1083, 191, 1137]
article-body: Κατά πληροφορίας εκ των αρμοδίων υπηρεσιών, η κατάστασις εξελίσσεται ομαλώς και αναμένονται νεώτεραι ανακοινώσεις εντός των προσεχών ημερών. Ο υπουργός εδήλωσεν ότι η κυβέρνησις παρακολουθεί το ζήτημα μετά προσοχής και θα λάβη τα ενδεδειγμένα μέτρα. Αι συζητήσεις συνεχίζονται εις την επιτροπήν και αναμένεται η οριστική απόφασις. Επίσης ανεκοινώθη ότι οι αντιπρόσωποι των ενδιαφερομένων θα συναντηθούν αύριον, ίνα εξετάσουν τας λεπτομερείας του σχεδίου και καθορίσουν τον τρόπον εφαρμογής των αποφάσεων. bbox=[574, 774, 862, 865]
subheadline: Υπό αστυνομικήν επιτήρησιν επί ολόκληρον δωδεκάμηνον bbox=[890, 60, 1179, 90]
article-body: Κατά πληροφορίας εκ των αρμοδίων υπηρεσιών, η κατάστασις εξελίσσεται ομαλώς και αναμένονται νεώτεραι ανακοινώσεις εντός των προσεχών ημερών. Ο υπουργός εδήλωσεν ότι η κυβέρνησις παρακολουθεί το ζήτημα μετά προσοχής και θα λάβη τα ενδεδειγμένα μέτρα. Αι συζητήσεις συνεχίζονται εις την επιτροπήν και αναμένεται η οριστική απόφασις. Επίσης ανεκοινώθη ότι οι αντιπρόσωποι των ενδιαφερομένων θα συναντηθούν αύριον, ίνα εξετάσουν τας λεπτομερείας του σχεδίου και καθορίσουν τον τρόπον εφαρμογής των αποφάσεων. bbox=[203, 745, 411, 877]
headline: Ο ΝΕΟΣ ΥΠΑΡΧΗΓΟΣ ΤΩΝ ΕΡΓΑΤΙΚΩΝ bbox=[222, 1855, 392, 1867]
section-heading: ΑΙ 41 ΑΛΛΑΓΟΦΑΣΙΑΙ ΨΗΦΟΙ bbox=[439, 833, 546, 843]
headline: ΑΙ ΕΞΑΓΩΓΑΙ ΤΩΝ ΓΕΩΡΓΙΚΩΝ ΠΡΟΪΟΝΤΩΝ ΚΑΤΑ ΤΟ ΜΕΧΡΙ 15ΗΣ ΟΚΤΩΒΡΙΟΥ ΔΙΑΣΤΗΜΑ bbox=[20, 1293, 188, 1332]
article-body: Κατά πληροφορίας εκ των αρμοδίων υπηρεσιών, η κατάστασις εξελίσσεται ομαλώς και αναμένονται νεώτεραι ανακοινώσεις εντός των προσεχών ημερών. Ο υπουργός εδήλωσεν ότι η κυβέρνησις παρακολουθεί το ζήτημα μετά προσοχής και θα λάβη τα ενδεδειγμένα μέτρα. Αι συζητήσεις συνεχίζονται εις την επιτροπήν και αναμένεται η οριστική απόφασις. Επίσης ανεκοινώθη ότι οι αντιπρόσωποι των ενδιαφερομένων θα συναντηθούν αύριον, ίνα εξετάσουν τας λεπτομερείας του σχεδίου και καθορίσουν τον τρόπον εφαρμογής των αποφάσεων. bbox=[419, 2153, 566, 2356]
section-heading: Η ΕΠΙΣΗΜΟΣ ΚΛΗΣΙΣ bbox=[679, 1294, 757, 1304]
article-body: Κατά πληροφορίας εκ των αρμοδίων υπηρεσιών, η κατάστασις εξελίσσεται ομαλώς και αναμένονται νεώτεραι ανακοινώσεις εντός των προσεχών ημερών. Ο υπουργός εδήλωσεν ότι η κυβέρνησις παρακολουθεί το ζήτημα μετά προσοχής και θα λάβη τα ενδεδειγμένα μέτρα. Αι συζητήσεις συνεχίζονται εις την επιτροπήν και αναμένεται η οριστική απόφασις. Επίσης ανεκοινώθη ότι οι αντιπρόσωποι των ενδιαφερομένων θα συναντηθούν αύριον, ίνα εξετάσουν τας λεπτομερείας του σχεδίου και καθορίσουν τον τρόπον εφαρμογής των αποφάσεων. bbox=[587, 363, 860, 465]
article-body: Κατά πληροφορίας εκ των αρμοδίων υπηρεσιών, η κατάστασις εξελίσσεται ομαλώς και αναμένονται νεώτεραι ανακοινώσεις εντός των προσεχών ημερών. Ο υπουργός εδήλωσεν ότι η κυβέρνησις παρακολουθεί το ζήτημα μετά προσοχής και θα λάβη τα ενδεδειγμένα μέτρα. Αι συζητήσεις συνεχίζονται εις την επιτροπήν και αναμένεται η οριστική απόφασις. Επίσης ανεκοινώθη ότι οι αντιπρόσωποι των ενδιαφερομένων θα συναντηθούν αύριον, ίνα εξετάσουν τας λεπτομερείας του σχεδίου και καθορίσουν τον τρόπον εφαρμογής των αποφάσεων. bbox=[419, 1714, 566, 1916]
main-headline: ΑΡΧΙΖΕΙ ΕΙΣ ΗΝΩΜΕΝΑΣ ΠΟΛΙΤΕΙΑΣ Η ΔΙΑΛΟΓΗ 500.000 ΨΗΦΩΝ ΑΜΕΡΙΚΑΝΩΝ ΤΟΥ ΕΞΩΤΕΡΙΚΟΥ bbox=[432, 5, 849, 78]
headline: ΣΥΝΕΧΙΖΕΤΑΙ Η ΔΙΚΗ ΤΟΥ κ. ΓΕΡ. ΚΟΝΙΔΑΡΗ ΔΙΑ ΤΗΝ ΑΛΛΟΙΩΣΙΝ ΤΩΝ ΑΠΟΤΕΛΕΣΜΑΤΩΝ ΕΙΣ ΤΗΝ ΟΔΟΝΤΙΑΤΡΙΚΗΝ ΣΧΟΛΗΝ ΑΘΗΝΩΝ bbox=[875, 196, 1194, 234]
article-body: Κατά πληροφορίας εκ των αρμοδίων υπηρεσιών, η κατάστασις εξελίσσεται ομαλώς και αναμένονται νεώτεραι ανακοινώσεις εντός των προσεχών ημερών. Ο υπουργός εδήλωσεν ότι η κυβέρνησις παρακολουθεί το ζήτημα μετά προσοχής και θα λάβη τα ενδεδειγμένα μέτρα. Αι συζητήσεις συνεχίζονται εις την επιτροπήν και αναμένεται η οριστική απόφασις. Επίσης ανεκοινώθη ότι οι αντιπρόσωποι των ενδιαφερομένων θα συναντηθούν αύριον, ίνα εξετάσουν τας λεπτομερείας του σχεδίου και καθορίσουν τον τρόπον εφαρμογής των αποφάσεων. bbox=[203, 1078, 411, 1210]
article-body: Κατά πληροφορίας εκ των αρμοδίων υπηρεσιών, η κατάστασις εξελίσσεται ομαλώς και αναμένονται νεώτεραι ανακοινώσεις εντός των προσεχών ημερών. Ο υπουργός εδήλωσεν ότι η κυβέρνησις παρακολουθεί το ζήτημα μετά προσοχής και θα λάβη τα ενδεδειγμένα μέτρα. Αι συζητήσεις συνεχίζονται εις την επιτροπήν και αναμένεται η οριστική απόφασις. Επίσης ανεκοινώθη ότι οι αντιπρόσωποι των ενδιαφερομένων θα συναντηθούν αύριον, ίνα εξετάσουν τας λεπτομερείας του σχεδίου και καθορίσουν τον τρόπον εφαρμογής των αποφάσεων. bbox=[419, 846, 566, 1048]
article-body: Κατά πληροφορίας εκ των αρμοδίων υπηρεσιών, η κατάστασις εξελίσσεται ομαλώς και αναμένονται νεώτεραι ανακοινώσεις εντός των προσεχών ημερών. Ο υπουργός εδήλωσεν ότι η κυβέρνησις παρακολουθεί το ζήτημα μετά προσοχής και θα λάβη τα ενδεδειγμένα μέτρα. Αι συζητήσεις συνεχίζονται εις την επιτροπήν και αναμένεται η οριστική απόφασις. Επίσης ανεκοινώθη ότι οι αντιπρόσωποι των ενδιαφερομένων θα συναντηθούν αύριον, ίνα εξετάσουν τας λεπτομερείας του σχεδίου και καθορίσουν τον τρόπον εφαρμογής των αποφάσεων. bbox=[12, 1140, 196, 1281]
article-body: Κατά πληροφορίας εκ των αρμοδίων υπηρεσιών, η κατάστασις εξελίσσεται ομαλώς και αναμένονται νεώτεραι ανακοινώσεις εντός των προσεχών ημερών. Ο υπουργός εδήλωσεν ότι η κυβέρνησις παρακολουθεί το ζήτημα μετά προσοχής και θα λάβη τα ενδεδειγμένα μέτρα. Αι συζητήσεις συνεχίζονται εις την επιτροπήν και αναμένεται η οριστική απόφασις. Επίσης ανεκοινώθη ότι οι αντιπρόσωποι των ενδιαφερομένων θα συναντηθούν αύριον, ίνα εξετάσουν τας λεπτομερείας του σχεδίου και καθορίσουν τον τρόπον εφαρμογής των αποφάσεων. bbox=[574, 1198, 862, 1290]
article-body: Κατά πληροφορίας εκ των αρμοδίων υπηρεσιών, η κατάστασις εξελίσσεται ομαλώς και αναμένονται νεώτεραι ανακοινώσεις εντός των προσεχών ημερών. Ο υπουργός εδήλωσεν ότι η κυβέρνησις παρακολουθεί το ζήτημα μετά προσοχής και θα λάβη τα ενδεδειγμένα μέτρα. Αι συζητήσεις συνεχίζονται εις την επιτροπήν και αναμένεται η οριστική απόφασις. Επίσης ανεκοινώθη ότι οι αντιπρόσωποι των ενδιαφερομένων θα συναντηθούν αύριον, ίνα εξετάσουν τας λεπτομερείας του σχεδίου και καθορίσουν τον τρόπον εφαρμογής των αποφάσεων. bbox=[203, 578, 411, 710]
article-body: Κατά πληροφορίας εκ των αρμοδίων υπηρεσιών, η κατάστασις εξελίσσεται ομαλώς και αναμένονται νεώτεραι ανακοινώσεις εντός των προσεχών ημερών. Ο υπουργός εδήλωσεν ότι η κυβέρνησις παρακολουθεί το ζήτημα μετά προσοχής και θα λάβη τα ενδεδειγμένα μέτρα. Αι συζητήσεις συνεχίζονται εις την επιτροπήν και αναμένεται η οριστική απόφασις. Επίσης ανεκοινώθη ότι οι αντιπρόσωποι των ενδιαφερομένων θα συναντηθούν αύριον, ίνα εξετάσουν τας λεπτομερείας του σχεδίου και καθορίσουν τον τρόπον εφαρμογής των αποφάσεων. bbox=[419, 1054, 566, 1256]
box-subheadline: ΕΙΝΑΙ 31 ΕΤΩΝ.— ΘΥΓΑΤΗΡ ΠΛΟΥΣΙΩΤΑΤΟΥ ΧΡΗΜΑΤΙΣΤΟΥ.— ΟΜΙΛΕΙ ΤΕΣΣΑΡΑΣ ΓΛΩΣΣΑΣ.— ΕΓΝΩΡΙΣΕ ΠΟΛΥ ΚΑΛΩΣ ΤΗΝ ΚΟΙΝΩΝΙΚΗΝ ΖΩΗΝ ΚΑΙ ΤΟΝ ΠΛΟΥΤΟΝ.— ΚΑΘΟΛΙΚΗ ΚΑΙ ΑΥΤΗ bbox=[593, 223, 854, 254]
article-body: Κατά πληροφορίας εκ των αρμοδίων υπηρεσιών, η κατάστασις εξελίσσεται ομαλώς και αναμένονται νεώτεραι ανακοινώσεις εντός των προσεχών ημερών. Ο υπουργός εδήλωσεν ότι η κυβέρνησις παρακολουθεί το ζήτημα μετά προσοχής και θα λάβη τα ενδεδειγμένα μέτρα. Αι συζητήσεις συνεχίζονται εις την επιτροπήν και αναμένεται η οριστική απόφασις. Επίσης ανεκοινώθη ότι οι αντιπρόσωποι των ενδιαφερομένων θα συναντηθούν αύριον, ίνα εξετάσουν τας λεπτομερείας του σχεδίου και καθορίσουν τον τρόπον εφαρμογής των αποφάσεων. bbox=[12, 1723, 196, 1865]
article-body: Κατά πληροφορίας εκ των αρμοδίων υπηρεσιών, η κατάστασις εξελίσσεται ομαλώς και αναμένονται νεώτεραι ανακοινώσεις εντός των προσεχών ημερών. Ο υπουργός εδήλωσεν ότι η κυβέρνησις παρακολουθεί το ζήτημα μετά προσοχής και θα λάβη τα ενδεδειγμένα μέτρα. Αι συζητήσεις συνεχίζονται εις την επιτροπήν και αναμένεται η οριστική απόφασις. Επίσης ανεκοινώθη ότι οι αντιπρόσωποι των ενδιαφερομένων θα συναντηθούν αύριον, ίνα εξετάσουν τας λεπτομερείας του σχεδίου και καθορίσουν τον τρόπον εφαρμογής των αποφάσεων. bbox=[419, 1934, 566, 2136]
headline: ΑΙ ΟΡΙΣΤΙΚΑΙ ΕΓΓΡΑΦΑΙ ΤΟΥ ΕΘΝΙΚΟΥ ΔΑΝΕΙΟΥ ΘΑ ΓΙΝΟΥΝ ΜΕΤΑΞΥ 14ΗΣ ΚΑΙ 21ΗΣ ΝΟΕΜΒΡΙΟΥ bbox=[23, 1488, 185, 1538]
headline: ΤΟ ΔΙΚΤΥΟΝ ΤΗΛΕΠΙΚΟΙΝΩΝΙΑΣ ΤΩΝ ΠΡΑΚΤΟΡΕΙΩΝ ΕΙΔΗΣΕΩΝ ΕΙΣ ΠΕΡΙΠΤΩΣΙΝ ΠΟΛΕΜΟΥ bbox=[212, 376, 403, 409]
column-rule bbox=[199, 0, 200, 1810]
article-body: Κατά πληροφορίας εκ των αρμοδίων υπηρεσιών, η κατάστασις εξελίσσεται ομαλώς και αναμένονται νεώτεραι ανακοινώσεις εντός των προσεχών ημερών. Ο υπουργός εδήλωσεν ότι η κυβέρνησις παρακολουθεί το ζήτημα μετά προσοχής και θα λάβη τα ενδεδειγμένα μέτρα. Αι συζητήσεις συνεχίζονται εις την επιτροπήν και αναμένεται η οριστική απόφασις. Επίσης ανεκοινώθη ότι οι αντιπρόσωποι των ενδιαφερομένων θα συναντηθούν αύριον, ίνα εξετάσουν τας λεπτομερείας του σχεδίου και καθορίσουν τον τρόπον εφαρμογής των αποφάσεων. bbox=[574, 1089, 862, 1180]
vote-tally: ΚΕΝΝΕΝΤΥ 33.548.905 (50.2%) ΝΙΞΟΝ 33.249.044 (49.8%) bbox=[419, 368, 556, 401]
article-body: Κατά πληροφορίας εκ των αρμοδίων υπηρεσιών, η κατάστασις εξελίσσεται ομαλώς και αναμένονται νεώτεραι ανακοινώσεις εντός των προσεχών ημερών. Ο υπουργός εδήλωσεν ότι η κυβέρνησις παρακολουθεί το ζήτημα μετά προσοχής και θα λάβη τα ενδεδειγμένα μέτρα. Αι συζητήσεις συνεχίζονται εις την επιτροπήν και αναμένεται η οριστική απόφασις. Επίσης ανεκοινώθη ότι οι αντιπρόσωποι των ενδιαφερομένων θα συναντηθούν αύριον, ίνα εξετάσουν τας λεπτομερείας του σχεδίου και καθορίσουν τον τρόπον εφαρμογής των αποφάσεων. bbox=[869, 323, 1200, 404]
article-body: Κατά πληροφορίας εκ των αρμοδίων υπηρεσιών, η κατάστασις εξελίσσεται ομαλώς και αναμένονται νεώτεραι ανακοινώσεις εντός των προσεχών ημερών. Ο υπουργός εδήλωσεν ότι η κυβέρνησις παρακολουθεί το ζήτημα μετά προσοχής και θα λάβη τα ενδεδειγμένα μέτρα. Αι συζητήσεις συνεχίζονται εις την επιτροπήν και αναμένεται η οριστική απόφασις. Επίσης ανεκοινώθη ότι οι αντιπρόσωποι των ενδιαφερομένων θα συναντηθούν αύριον, ίνα εξετάσουν τας λεπτομερείας του σχεδίου και καθορίσουν τον τρόπον εφαρμογής των αποφάσεων. bbox=[574, 992, 862, 1083]
headline: ΟΤΙ ΠΑΡΕΣΤΡΑΦΗ ΤΕΛΟΥΣΑ ΕΝ ΜΕΘΗ bbox=[869, 38, 1200, 56]
article-body: Κατά πληροφορίας εκ των αρμοδίων υπηρεσιών, η κατάστασις εξελίσσεται ομαλώς και αναμένονται νεώτεραι ανακοινώσεις εντός των προσεχών ημερών. Ο υπουργός εδήλωσεν ότι η κυβέρνησις παρακολουθεί το ζήτημα μετά προσοχής και θα λάβη τα ενδεδειγμένα μέτρα. Αι συζητήσεις συνεχίζονται εις την επιτροπήν και αναμένεται η οριστική απόφασις. Επίσης ανεκοινώθη ότι οι αντιπρόσωποι των ενδιαφερομένων θα συναντηθούν αύριον, ίνα εξετάσουν τας λεπτομερείας του σχεδίου και καθορίσουν τον τρόπον εφαρμογής των αποφάσεων. bbox=[574, 678, 862, 769]
article-body: Κατά πληροφορίας εκ των αρμοδίων υπηρεσιών, η κατάστασις εξελίσσεται ομαλώς και αναμένονται νεώτεραι ανακοινώσεις εντός των προσεχών ημερών. Ο υπουργός εδήλωσεν ότι η κυβέρνησις παρακολουθεί το ζήτημα μετά προσοχής και θα λάβη τα ενδεδειγμένα μέτρα. Αι συζητήσεις συνεχίζονται εις την επιτροπήν και αναμένεται η οριστική απόφασις. Επίσης ανεκοινώθη ότι οι αντιπρόσωποι των ενδιαφερομένων θα συναντηθούν αύριον, ίνα εξετάσουν τας λεπτομερείας του σχεδίου και καθορίσουν τον τρόπον εφαρμογής των αποφάσεων. bbox=[869, 769, 1200, 850]
main-story bbox=[419, 0, 862, 2576]
